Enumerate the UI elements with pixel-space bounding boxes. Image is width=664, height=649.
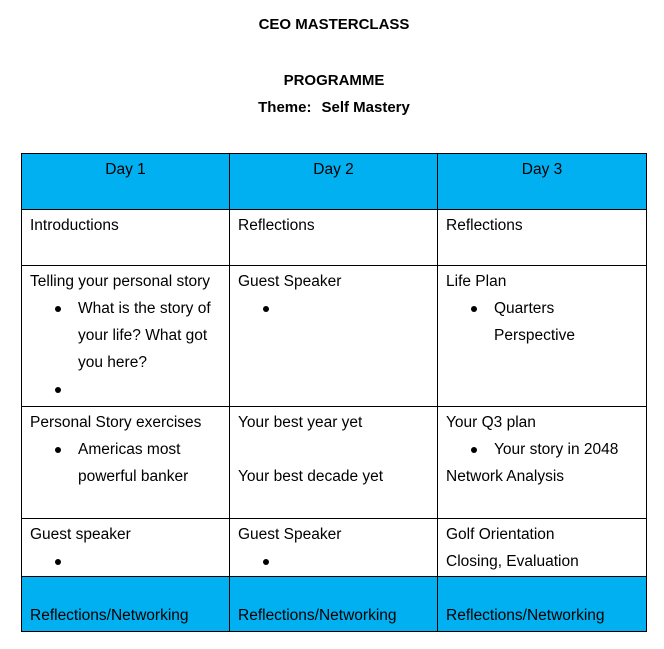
list-item: Quarters Perspective <box>494 295 638 349</box>
cell-line: Golf Orientation <box>446 526 555 543</box>
cell-day2-story <box>230 266 438 407</box>
cell-day3-speaker <box>438 519 647 577</box>
cell-day2-intro: Reflections <box>230 210 438 266</box>
cell-day1-exercises <box>22 407 230 519</box>
cell-day1-footer: Reflections/Networking <box>22 577 230 632</box>
cell-day1-story <box>22 266 230 407</box>
cell-day3-exercises <box>438 407 647 519</box>
bullet-list <box>238 548 429 575</box>
header-day-2: Day 2 <box>230 154 438 210</box>
cell-line: Your best year yet <box>238 414 363 431</box>
document-title: CEO MASTERCLASS <box>258 16 410 33</box>
cell-title: Guest Speaker <box>238 526 342 543</box>
footer-row <box>22 577 647 632</box>
table-row <box>22 519 647 577</box>
cell-day1-intro: Introductions <box>22 210 230 266</box>
cell-day3-intro: Reflections <box>438 210 647 266</box>
cell-title: Guest Speaker <box>238 273 342 290</box>
header-day-1: Day 1 <box>22 154 230 210</box>
cell-day2-exercises <box>230 407 438 519</box>
table-row <box>22 266 647 407</box>
list-item <box>286 295 429 322</box>
theme-value: Self Mastery <box>321 99 410 116</box>
header-row <box>22 154 647 210</box>
theme-label: Theme: <box>258 99 312 116</box>
list-item <box>78 548 221 575</box>
list-item <box>286 548 429 575</box>
cell-day3-footer: Reflections/Networking <box>438 577 647 632</box>
cell-title: Your Q3 plan <box>446 414 536 431</box>
programme-table <box>21 153 647 632</box>
cell-day1-speaker <box>22 519 230 577</box>
bullet-list <box>30 295 221 403</box>
bullet-list <box>30 548 221 575</box>
blank-line <box>238 436 429 463</box>
bullet-list <box>238 295 429 322</box>
cell-day2-speaker <box>230 519 438 577</box>
bullet-list <box>446 436 638 463</box>
cell-title: Life Plan <box>446 273 507 290</box>
cell-title: Guest speaker <box>30 526 131 543</box>
cell-title: Personal Story exercises <box>30 414 202 431</box>
cell-line: Closing, Evaluation <box>446 553 579 570</box>
table-row <box>22 407 647 519</box>
list-item <box>78 376 221 403</box>
cell-line: Your best decade yet <box>238 468 384 485</box>
table-row <box>22 210 647 266</box>
programme-heading: PROGRAMME <box>283 72 385 89</box>
theme-line <box>0 99 664 117</box>
list-item: Americas most powerful banker <box>78 436 221 490</box>
bullet-list <box>446 295 638 349</box>
cell-day2-footer: Reflections/Networking <box>230 577 438 632</box>
cell-line: Network Analysis <box>446 468 565 485</box>
cell-day3-story <box>438 266 647 407</box>
list-item: Your story in 2048 <box>494 436 638 463</box>
cell-title: Telling your personal story <box>30 273 211 290</box>
list-item: What is the story of your life? What got you here? <box>78 295 221 376</box>
header-day-3: Day 3 <box>438 154 647 210</box>
bullet-list <box>30 436 221 490</box>
